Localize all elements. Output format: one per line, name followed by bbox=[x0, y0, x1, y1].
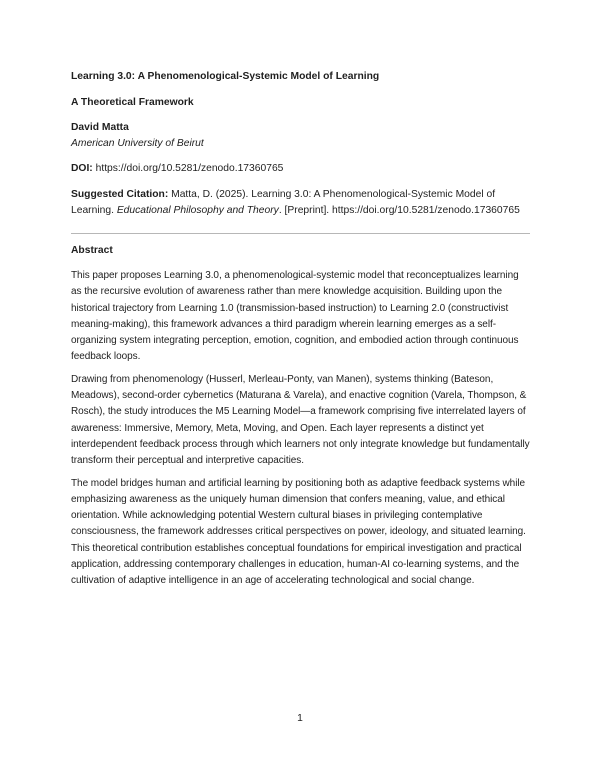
section-divider bbox=[71, 233, 530, 234]
paper-title: Learning 3.0: A Phenomenological-Systemic Model of Learning bbox=[71, 71, 380, 82]
citation-journal: Educational Philosophy and Theory bbox=[116, 205, 279, 216]
doi-line bbox=[71, 162, 531, 176]
citation-label: Suggested Citation: bbox=[71, 189, 169, 200]
abstract-paragraph-1: This paper proposes Learning 3.0, a phenomenological-systemic model that reconceptualizes learning as the recursive evolution of awareness rather than mere knowledge acquisition. Building upon the historical trajectory from Learning 1.0 (transmission-based instruction) to Learning 2.0 (constructivist meaning-making), this framework advances a third paradigm wherein learning emerges as a self-organizing system integrating perception, emotion, cognition, and embodied action through continuous feedback loops. bbox=[71, 270, 519, 363]
author-name: David Matta bbox=[71, 122, 129, 133]
abstract-paragraph-3: The model bridges human and artificial learning by positioning both as adaptive feedback systems while emphasizing awareness as the uniquely human dimension that confers meaning, value, and ethical orientation. While acknowledging potential Western cultural biases in privileging contemplative consciousness, the framework addresses critical perspectives on power, ideology, and situated learning. This theoretical contribution establishes conceptual foundations for empirical investigation and practical application, addressing contemporary challenges in education, human-AI co-learning systems, and the cultivation of adaptive intelligence in an age of accelerating technological and social change. bbox=[71, 477, 526, 587]
abstract-paragraph-2: Drawing from phenomenology (Husserl, Merleau-Ponty, van Manen), systems thinking (Bateson, Meadows), second-order cybernetics (Maturana & Varela), and enactive cognition (Varela, Thompson, & Rosch), the study introduces the M5 Learning Model—a framework comprising five interrelated layers of awareness: Immersive, Memory, Meta, Moving, and Open. Each layer represents a distinct yet interdependent feedback process through which learners not only integrate knowledge but fundamentally transform their perceptual and interpretive capacities. bbox=[71, 373, 530, 467]
paper-subtitle: A Theoretical Framework bbox=[71, 97, 194, 108]
doi-link[interactable]: https://doi.org/10.5281/zenodo.17360765 bbox=[92, 163, 284, 174]
suggested-citation bbox=[71, 187, 531, 219]
author-affiliation: American University of Beirut bbox=[71, 138, 204, 149]
page-number: 1 bbox=[297, 713, 303, 724]
doi-label: DOI: bbox=[71, 163, 93, 174]
abstract-heading: Abstract bbox=[71, 245, 113, 256]
citation-text-2: . [Preprint]. https://doi.org/10.5281/zenodo.17360765 bbox=[278, 205, 520, 216]
page-content bbox=[71, 70, 531, 596]
citation-text-1: Matta, D. (2025). Learning 3.0: A Phenomenological-Systemic Model of Learning. bbox=[71, 189, 496, 216]
